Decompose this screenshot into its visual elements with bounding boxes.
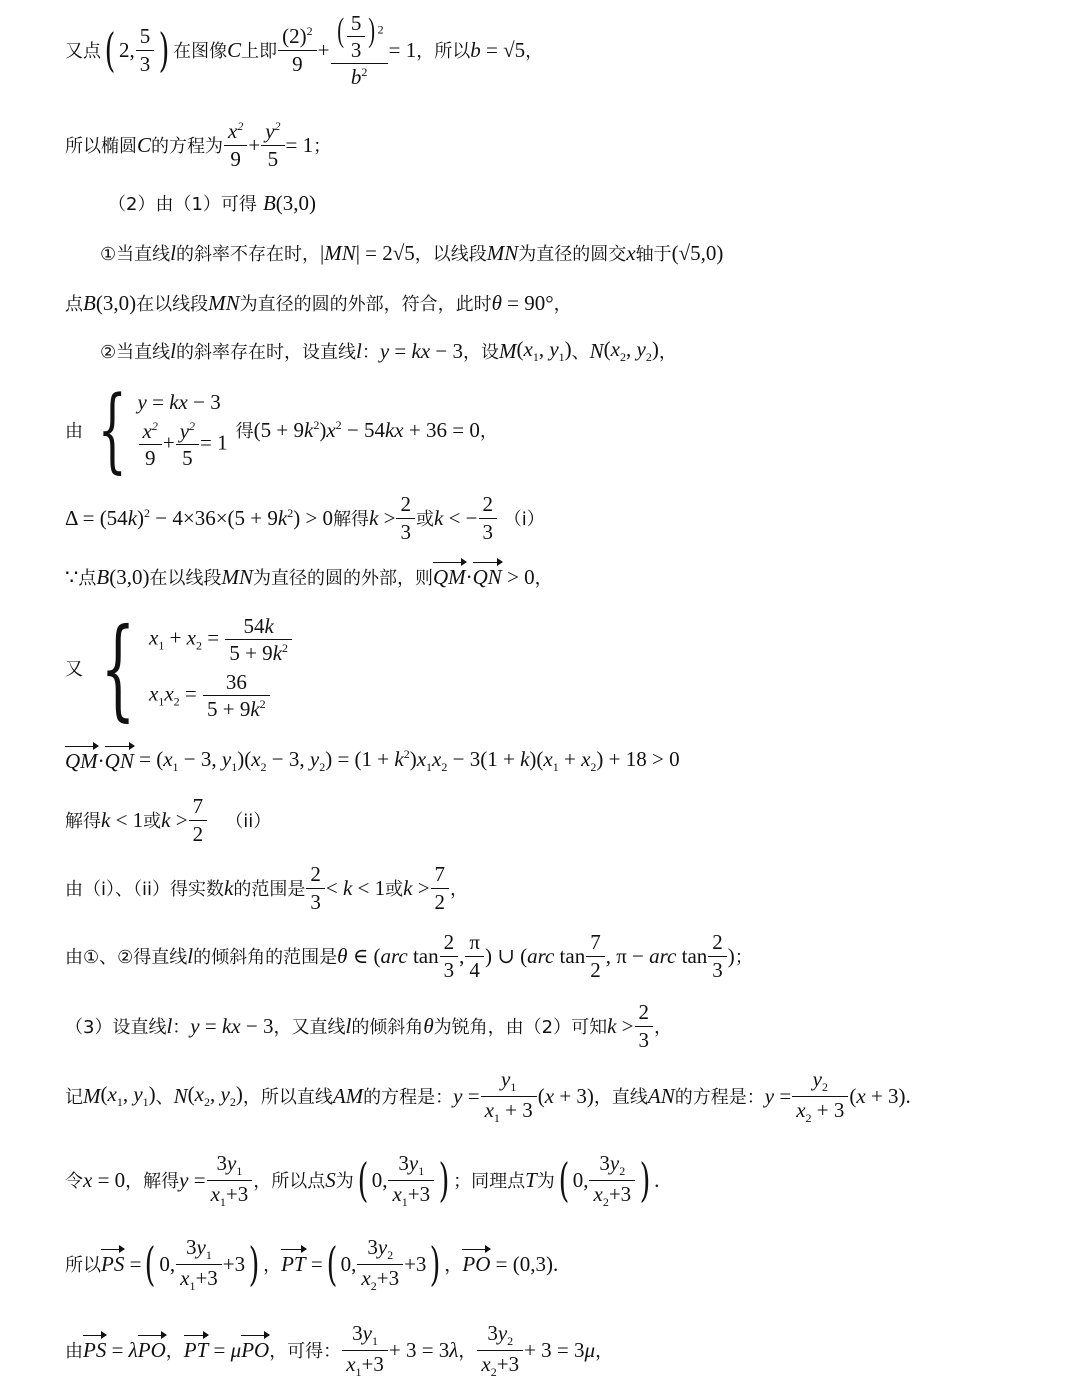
solution-line: 由 { y = kx − 3 $\frac{x^2}{9}$ + $\frac{y^2}{5}$ = 1 得 $(5 + 9k^2)x^2 - 54kx + 36 = 0$ ， — [65, 376, 498, 483]
solution-line: 由 PS = λ PO ， PT = μ PO ，可得： $\frac{3y_1}{x_1+3}$ + 3 = 3λ ， $\frac{3y_2}{x_2+3}$ + 3 = 3μ ， — [65, 1320, 614, 1379]
solution-line: 记 M ($x_1$, $y_1$) 、 N ($x_2$, $y_2$) ，所以直线 AM 的方程是： y = $\frac{y_1}{x_1 + 3}$ (x + 3) ，直线 AN 的方程是： y = $\frac{y_2}{x_2 + 3}$ (x + 3). — [65, 1066, 911, 1125]
solution-line: ②当直线 l 的斜率存在时，设直线 l ： y = kx − 3 ，设 M ($x_1$, $y_1$) 、 N ($x_2$, $y_2$) ， — [100, 336, 677, 365]
solution-line: 解得 k < 1 或 k > $\frac{7}{2}$ （ii） — [65, 794, 272, 846]
solution-line: QM · QN = ($x_1 - 3$, $y_1)(x_2 - 3$, $y_2) = (1 + k^2)x_1x_2 - 3(1 + k)(x_1 + x_2) + 18 > 0$ — [65, 746, 680, 775]
solution-line: 所以椭圆 C 的方程为 $\frac{x^2}{9}$ + $\frac{y^2}{5}$ = 1 ； — [65, 119, 332, 171]
solution-line: 由（i）、（ii）得实数 k 的范围是 $\frac{2}{3}$ < k < 1 或 k > $\frac{7}{2}$ ， — [65, 862, 469, 914]
solution-line: 由①、②得直线 l 的倾斜角的范围是 θ ∈ (arc tan $\frac{2}{3}$ , $\frac{\pi}{4}$ ) ∪ (arc tan $\frac{7}{2}$ , π − arc tan $\frac{2}{3}$ ) ； — [65, 930, 753, 982]
solution-line: ①当直线 l 的斜率不存在时， |MN| = 2√5 ，以线段 MN 为直径的圆交 x 轴于 (√5,0) — [100, 240, 724, 265]
solution-line: 又 { $x_1 + x_2$ = $\frac{54k}{5 + 9k^2}$ $x_1x_2$ = $\frac{36}{5 + 9k^2}$ — [65, 610, 293, 725]
solution-line: 令 x = 0 ，解得 y = $\frac{3y_1}{x_1+3}$ ，所以点 S 为 ( 0, $\frac{3y_1}{x_1+3}$ ) ；同理点 T 为 ( 0, $\frac{3y_2}{x_2+3}$ ) . — [65, 1150, 660, 1209]
solution-line: 所以 PS = ( 0, $\frac{3y_1}{x_1+3}$ +3 ) ， PT = ( 0, $\frac{3y_2}{x_2+3}$ +3 ) ， PO = (0,3). — [65, 1234, 559, 1293]
solution-line: （3）设直线 l ： y = kx − 3 ，又直线 l 的倾斜角 θ 为锐角，由（2）可知 k > $\frac{2}{3}$ ， — [65, 1000, 673, 1052]
solution-line: 点 B (3,0) 在以线段 MN 为直径的圆的外部，符合，此时 θ = 90° ， — [65, 290, 572, 315]
solution-line: ∵ 点 B (3,0) 在以线段 MN 为直径的圆的外部，则 QM · QN > 0 ， — [65, 564, 553, 589]
solution-line: 又点 ( 2, $\frac{5}{3}$ ) 在图像 C 上即 $\frac{(2)^2}{9}$ + ( $\frac{5}{3}$ ) $^2$ $b^2$ = 1 ，所以 b = √5 ， — [65, 10, 544, 90]
solution-line: $\Delta = (54k)^2 - 4\times 36\times(5 + 9k^2) > 0$ 解得 k > $\frac{2}{3}$ 或 k < − $\frac{2}{3}$ （i） — [65, 492, 545, 544]
solution-line: （2）由（1）可得 B (3,0) — [108, 190, 317, 215]
